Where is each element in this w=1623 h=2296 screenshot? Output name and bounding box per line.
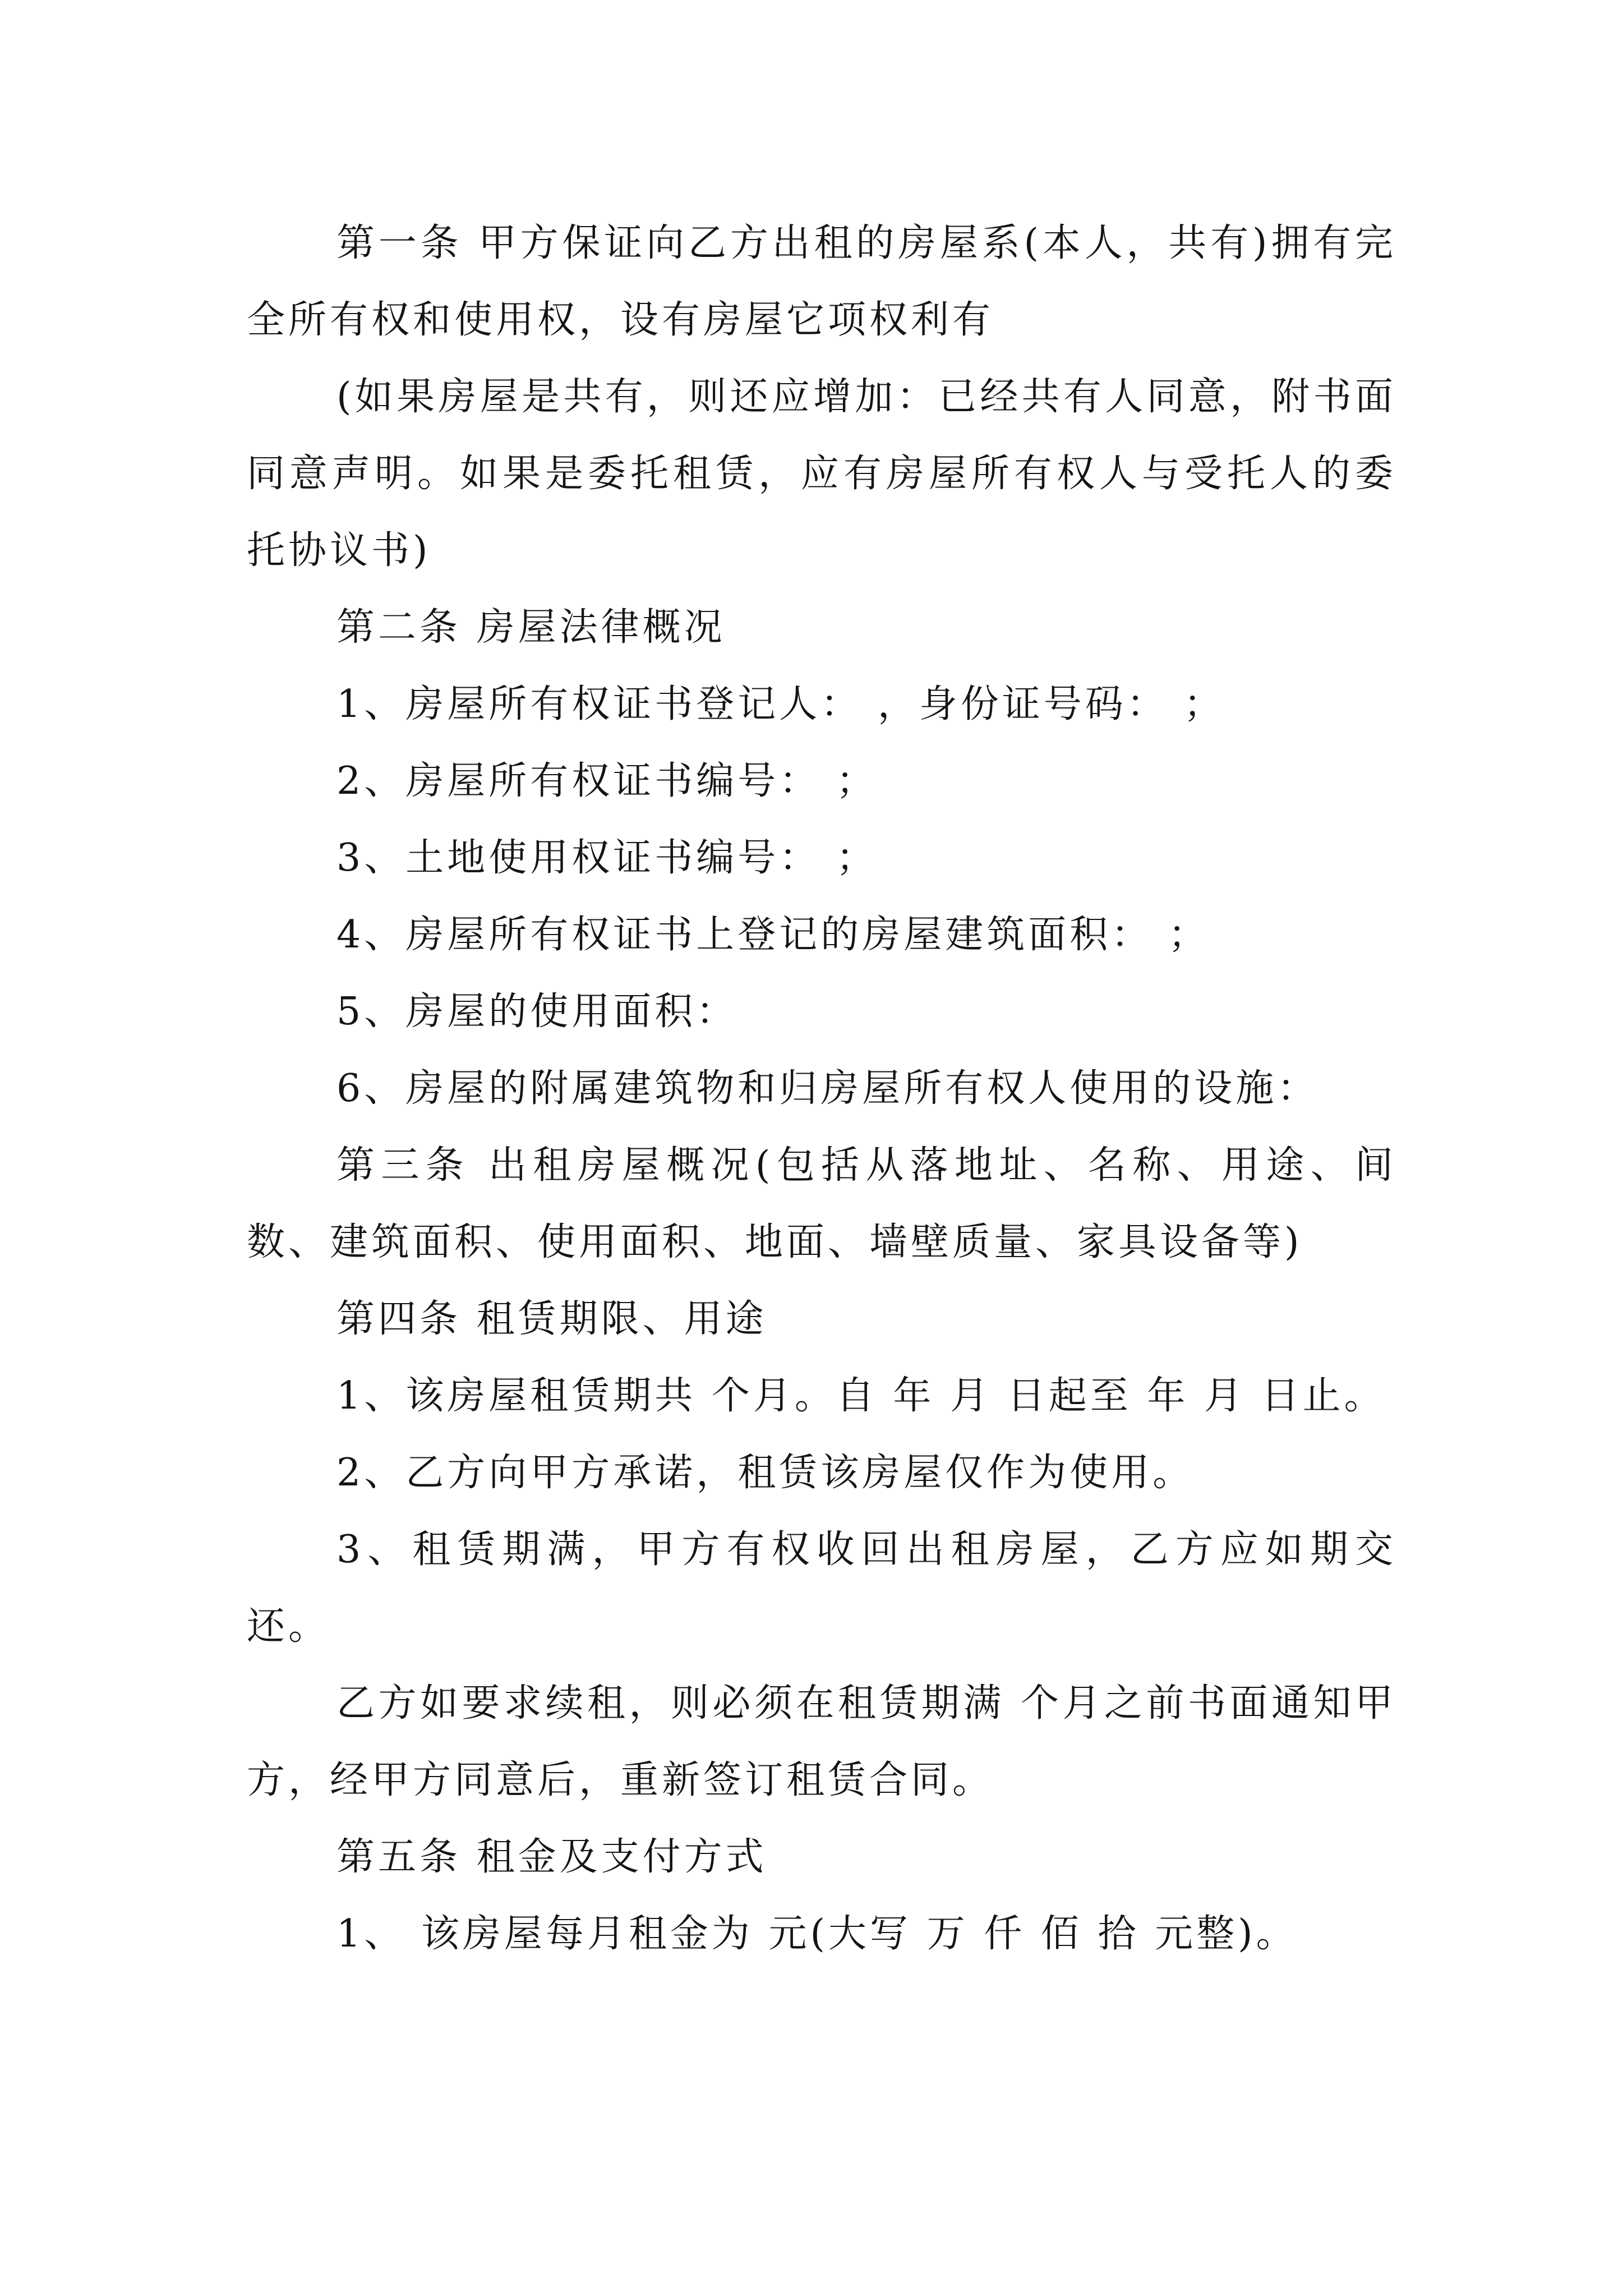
clause-2-heading: 第二条 房屋法律概况 <box>336 605 726 650</box>
clause-5-item-1: 1、 该房屋每月租金为 元(大写 万 仟 佰 拾 元整)。 <box>336 1912 1298 1956</box>
clause-2-item-3: 3、土地使用权证书编号： ； <box>336 836 878 880</box>
document-page <box>247 205 1396 1972</box>
clause-4-item-3: 3、租赁期满，甲方有权收回出租房屋，乙方应如期交还。 <box>247 1527 1396 1649</box>
clause-4-item-1: 1、该房屋租赁期共 个月。自 年 月 日起至 年 月 日止。 <box>336 1374 1386 1418</box>
clause-2-item-5: 5、房屋的使用面积： <box>336 990 738 1034</box>
clause-2-item-1: 1、房屋所有权证书登记人： ，身份证号码： ； <box>336 682 1225 726</box>
clause-2-item-6: 6、房屋的附属建筑物和归房屋所有权人使用的设施： <box>336 1066 1319 1111</box>
clause-2-item-2: 2、房屋所有权证书编号： ； <box>336 759 878 803</box>
clause-3: 第三条 出租房屋概况(包括从落地址、名称、用途、间数、建筑面积、使用面积、地面、墙壁质量、家具设备等) <box>247 1143 1396 1264</box>
clause-2-item-4: 4、房屋所有权证书上登记的房屋建筑面积： ； <box>336 913 1210 957</box>
clause-4-heading: 第四条 租赁期限、用途 <box>336 1297 767 1341</box>
clause-1-note: (如果房屋是共有，则还应增加：已经共有人同意，附书面同意声明。如果是委托租赁，应有房屋所有权人与受托人的委托协议书) <box>247 375 1396 573</box>
clause-1-ownership: 第一条 甲方保证向乙方出租的房屋系(本人，共有)拥有完全所有权和使用权，设有房屋它项权利有 <box>247 221 1396 342</box>
clause-5-heading: 第五条 租金及支付方式 <box>336 1835 767 1879</box>
clause-4-renewal: 乙方如要求续租，则必须在租赁期满 个月之前书面通知甲方，经甲方同意后，重新签订租赁合同。 <box>247 1681 1396 1802</box>
clause-4-item-2: 2、乙方向甲方承诺，租赁该房屋仅作为使用。 <box>336 1451 1195 1495</box>
